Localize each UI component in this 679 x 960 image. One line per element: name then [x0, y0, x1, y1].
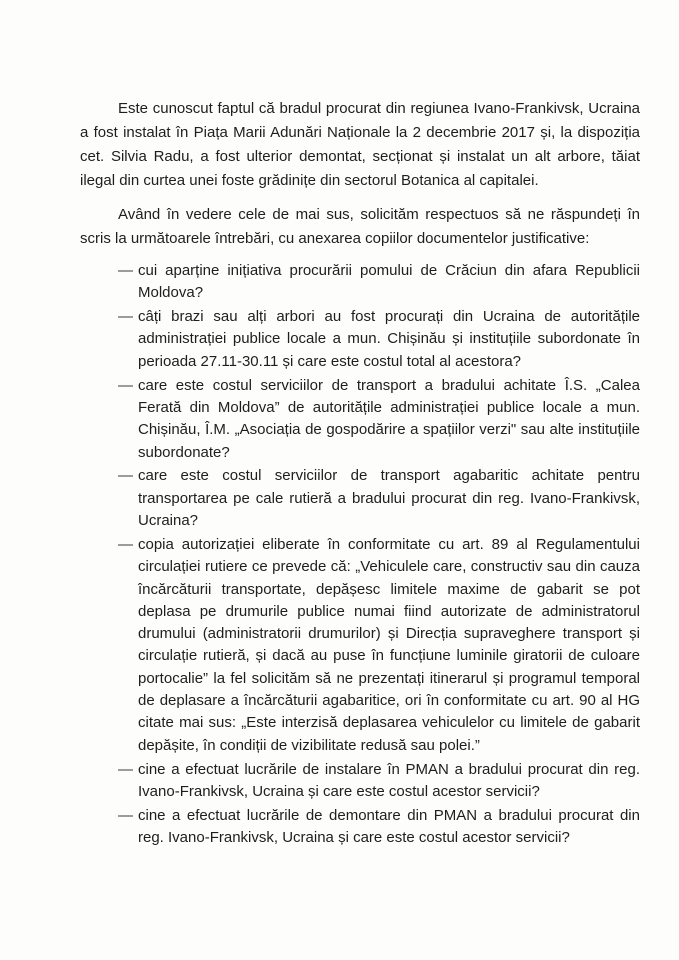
question-list — [118, 260, 640, 851]
list-item — [118, 375, 640, 464]
dash-marker: — — [118, 467, 133, 485]
paragraph-request: Având în vedere cele de mai sus, solicităm respectuos să ne răspundeți în scris la următoarele întrebări, cu anexarea copiilor documentelor justificative: — [80, 206, 640, 247]
list-item — [118, 465, 640, 532]
question-text: care este costul serviciilor de transport agabaritic achitate pentru transportarea pe cale rutieră a bradului procurat din reg. Ivano-Frankivsk, Ucraina? — [138, 467, 640, 530]
question-text: cine a efectuat lucrările de instalare în PMAN a bradului procurat din reg. Ivano-Frankivsk, Ucraina și care este costul acestor servicii? — [138, 760, 640, 800]
dash-marker: — — [118, 535, 133, 553]
dash-marker: — — [118, 760, 133, 778]
question-text: cui aparține inițiativa procurării pomului de Crăciun din afara Republicii Moldova? — [138, 262, 640, 302]
question-text: cine a efectuat lucrările de demontare din PMAN a bradului procurat din reg. Ivano-Frankivsk, Ucraina și care este costul acestor servicii? — [138, 806, 640, 846]
list-item — [118, 805, 640, 850]
dash-marker: — — [118, 376, 133, 394]
list-item — [118, 759, 640, 804]
list-item — [118, 534, 640, 757]
dash-marker: — — [118, 806, 133, 824]
list-item — [118, 306, 640, 373]
dash-marker: — — [118, 262, 133, 279]
question-text: câți brazi sau alți arbori au fost procurați din Ucraina de autoritățile administrației publice locale a mun. Chișinău și instituțiile subordonate în perioada 27.11-30.11 și care este costul total al acestora? — [138, 308, 640, 370]
paragraph-intro: Este cunoscut faptul că bradul procurat din regiunea Ivano-Frankivsk, Ucraina a fost instalat în Piața Marii Adunări Naționale la 2 decembrie 2017 și, la dispoziția cet. Silvia Radu, a fost ulterior demontat, secționat și instalat un alt arbore, tăiat ilegal din curtea unei foste grădinițe din sectorul Botanica al capitalei. — [80, 100, 640, 189]
question-text: care este costul serviciilor de transport a bradului achitate Î.S. „Calea Ferată din Moldova” de autoritățile administrației publice locale a mun. Chișinău, Î.M. „Asociația de gospodărire a spațiilor verzi" sau alte instituțiile subordonate? — [138, 376, 640, 461]
question-text: copia autorizației eliberate în conformitate cu art. 89 al Regulamentului circulației rutiere ce prevede că: „Vehiculele care, constructiv sau din cauza încărcăturii transportate, depășesc limitele maxime de gabarit se pot deplasa pe drumurile publice numai fiind autorizate de administratorul drumului (administratorii drumurilor) și Direcția supraveghere transport și circulație rutieră, și dacă au puse în funcțiune luminile giratorii de culoare portocalie” la fel solicităm să ne prezentați itinerarul și programul temporal de deplasare a încărcăturii agabaritice, ori în conformitate cu art. 90 al HG citate mai sus: „Este interzisă deplasarea vehiculelor cu limitele de gabarit depășite, în condiții de vizibilitate redusă sau polei.” — [138, 535, 640, 754]
list-item — [118, 260, 640, 305]
dash-marker: — — [118, 308, 133, 326]
